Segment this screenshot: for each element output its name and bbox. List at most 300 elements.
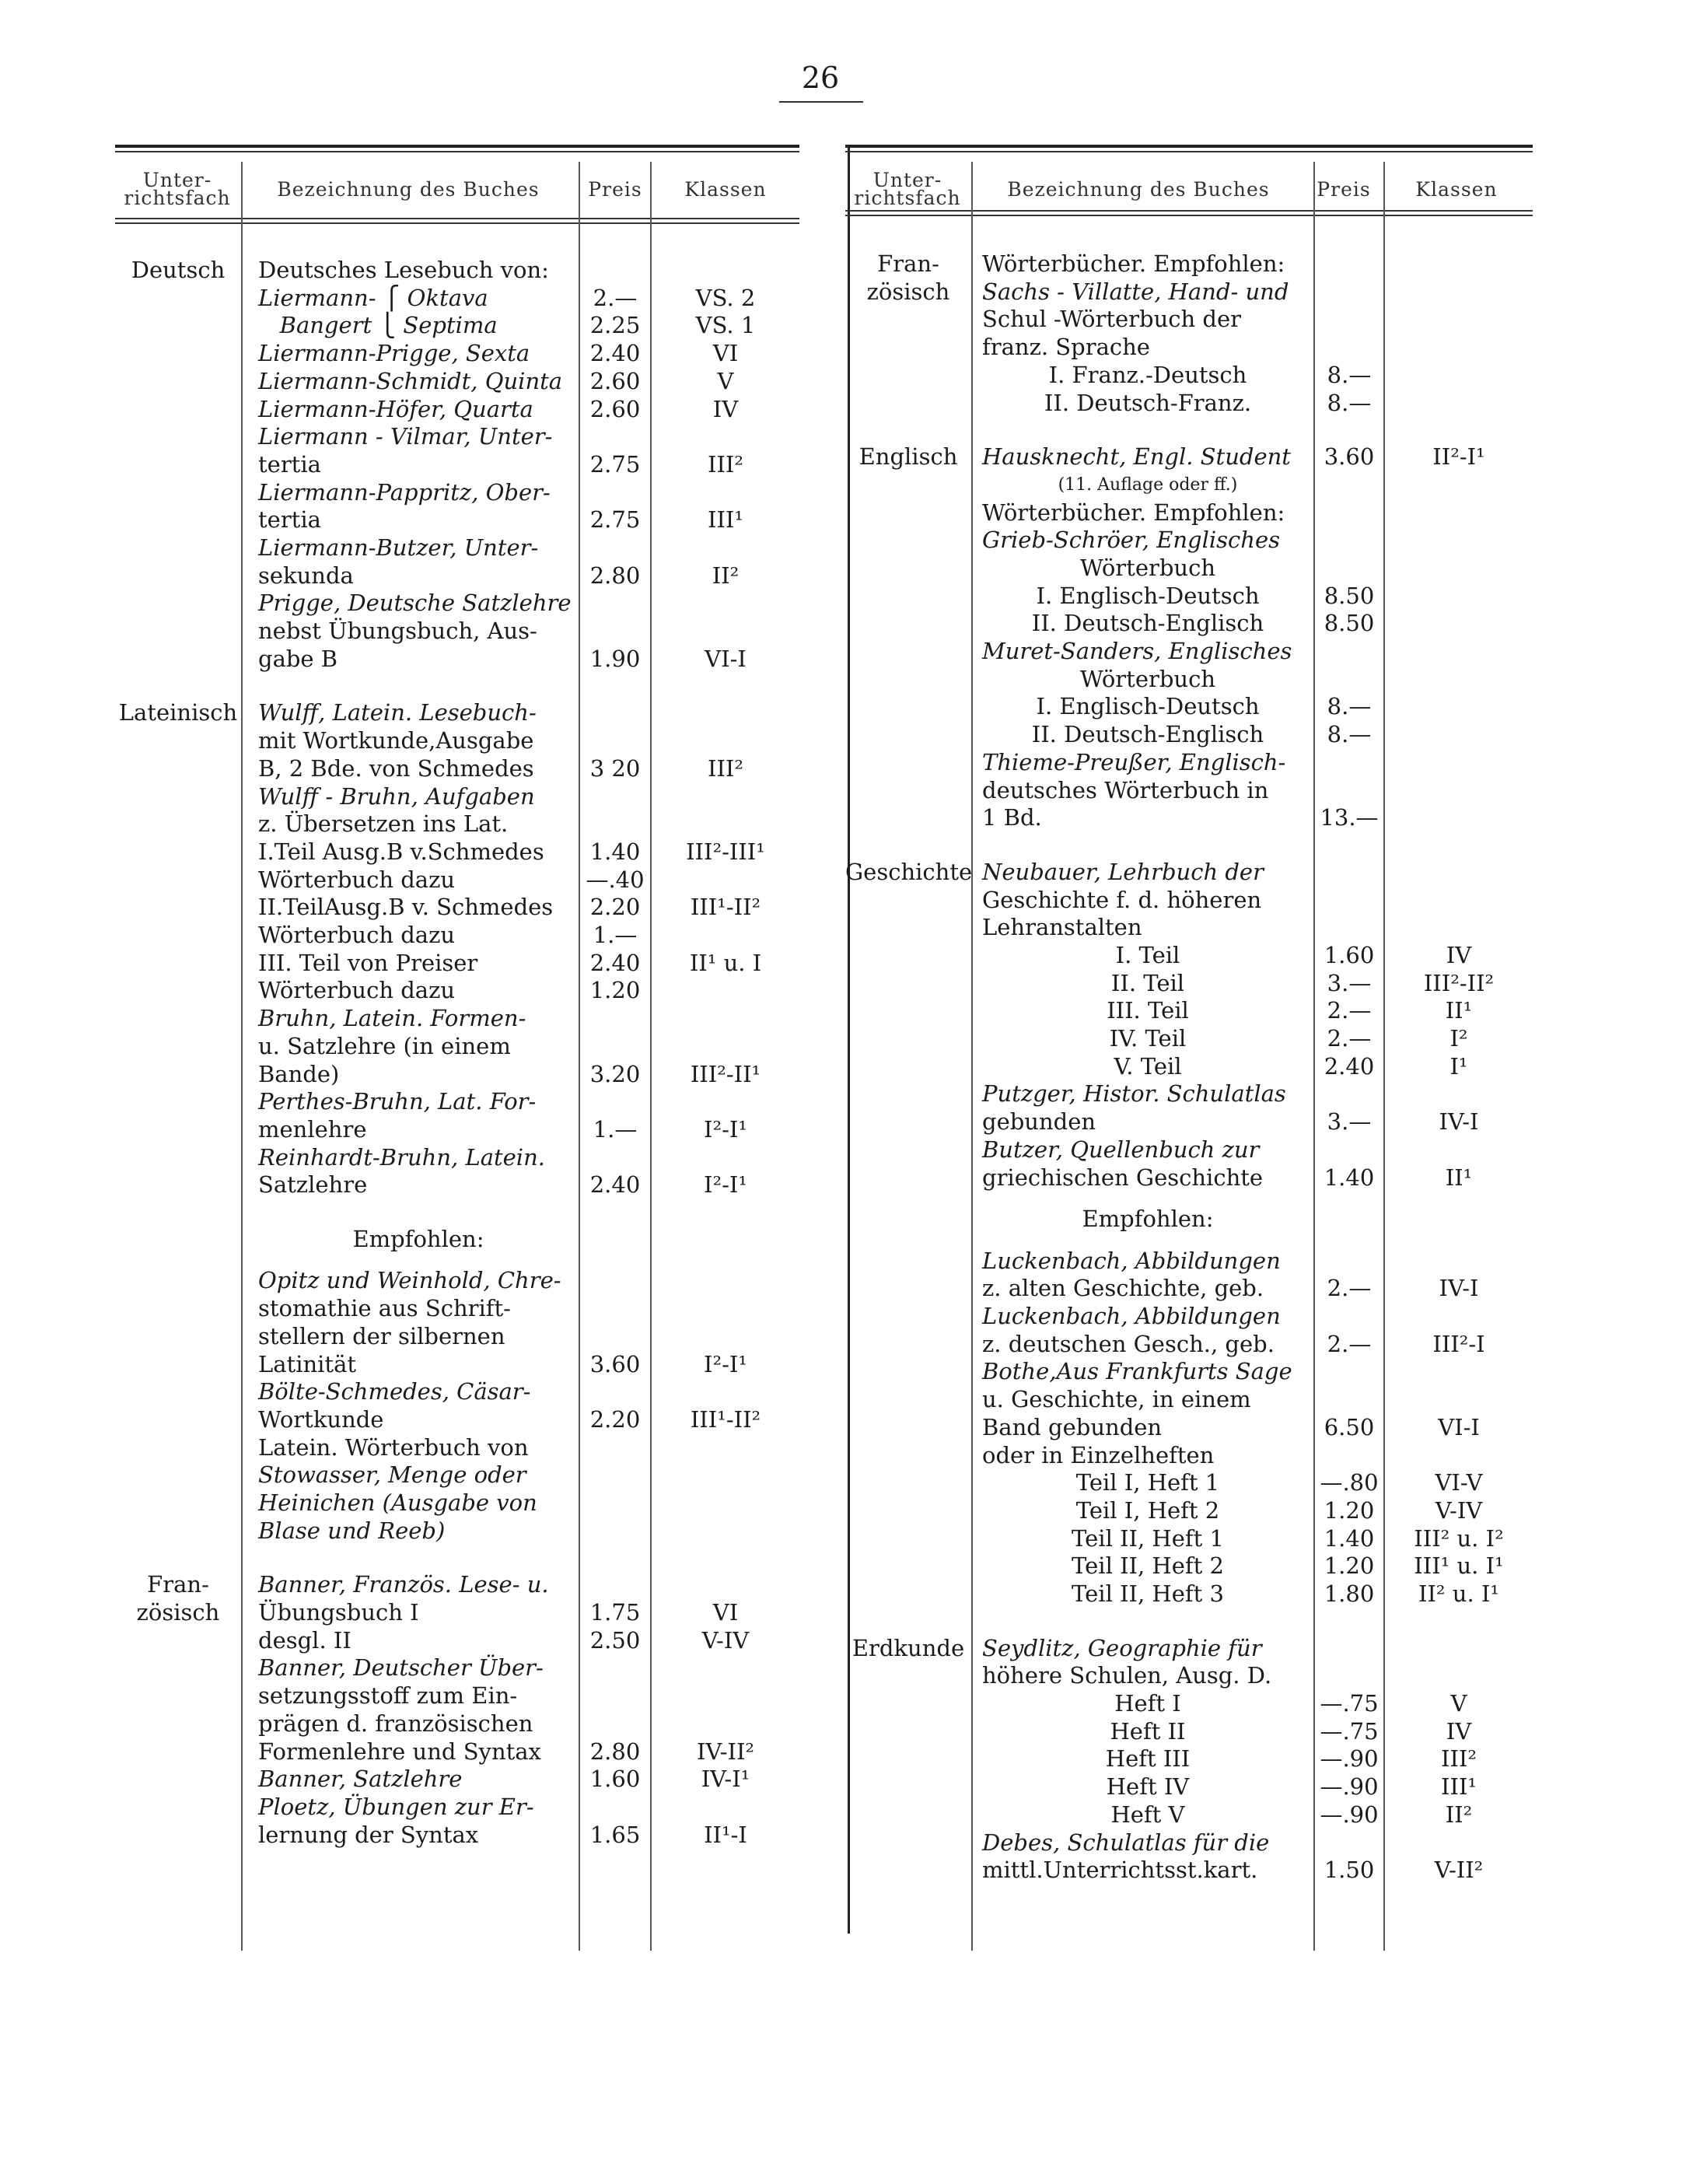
header-rule — [115, 218, 799, 219]
price-cell: 3.60 — [1324, 443, 1375, 471]
title-line: Latinität — [258, 1350, 357, 1377]
classes-cell: V — [1450, 1690, 1467, 1717]
title-line: I. Englisch-Deutsch — [1036, 693, 1260, 720]
price-cell: 3 20 — [589, 754, 641, 782]
price-cell: 8.— — [1327, 389, 1372, 416]
title-line: Empfohlen: — [352, 1225, 484, 1252]
classes-cell: VI — [712, 1599, 739, 1626]
title-line: nebst Übungsbuch, Aus- — [258, 618, 537, 645]
title-line: Luckenbach, Abbildungen — [982, 1247, 1281, 1274]
title-line: Neubauer, Lehrbuch der — [982, 858, 1264, 885]
title-line: mit Wortkunde,Ausgabe — [258, 727, 534, 754]
book-title-cell — [982, 1053, 1313, 1081]
classes-cell: V — [717, 367, 734, 394]
subject-cell: Erdkunde — [851, 1634, 965, 1661]
book-title-cell — [258, 894, 579, 922]
title-line: Liermann - Vilmar, Unter- — [258, 423, 553, 450]
price-cell: 3.60 — [589, 1350, 641, 1377]
title-line: lernung der Syntax — [258, 1821, 479, 1848]
classes-cell: I²-I¹ — [704, 1350, 747, 1377]
price-cell: —.90 — [1320, 1745, 1379, 1773]
title-line: II. Deutsch-Englisch — [1031, 610, 1264, 637]
title-line: Thieme-Preußer, Englisch- — [982, 748, 1286, 775]
book-title-cell — [982, 1206, 1313, 1234]
title-line: setzungsstoff zum Ein- — [258, 1682, 518, 1710]
book-title-cell — [258, 1654, 579, 1766]
classes-cell: II¹ u. I — [689, 949, 762, 976]
title-line: Luckenbach, Abbildungen — [982, 1303, 1281, 1330]
classes-cell: III¹ — [708, 506, 743, 534]
title-line: Sachs - Villatte, Hand- und — [982, 278, 1289, 305]
header-rule — [845, 210, 1533, 212]
price-cell: 1.40 — [1324, 1164, 1375, 1191]
header-subject: Unter- richtsfach — [854, 169, 961, 209]
subject-cell: Fran- zösisch — [136, 1571, 220, 1626]
book-title-cell — [982, 1829, 1313, 1885]
book-title-cell — [982, 1358, 1313, 1441]
title-line: Banner, Französ. Lese- u. — [258, 1571, 549, 1598]
title-line: Heft IV — [1106, 1773, 1190, 1801]
price-cell: 8.50 — [1324, 582, 1375, 609]
book-title-cell — [982, 1552, 1313, 1580]
book-title-cell — [258, 1088, 579, 1143]
title-line: Bangert ⎩ Septima — [258, 312, 498, 339]
book-title-cell — [982, 443, 1313, 471]
title-line: stomathie aus Schrift- — [258, 1295, 511, 1322]
book-title-cell — [982, 1718, 1313, 1746]
book-title-cell — [258, 1378, 579, 1433]
title-line: Wortkunde — [258, 1405, 384, 1433]
classes-cell: IV — [1446, 1717, 1472, 1745]
book-title-cell — [982, 1497, 1313, 1525]
title-line: Teil I, Heft 1 — [1075, 1469, 1220, 1496]
price-cell: 2.60 — [589, 395, 641, 422]
title-line: gabe B — [258, 645, 338, 672]
page-number: 26 — [801, 61, 840, 95]
book-title-cell — [258, 423, 579, 478]
col-line-3 — [650, 162, 652, 1951]
price-cell: —.80 — [1320, 1469, 1379, 1496]
price-cell: 2.60 — [589, 367, 641, 394]
title-line: Teil II, Heft 1 — [1072, 1524, 1224, 1552]
price-cell: 1.50 — [1324, 1857, 1375, 1884]
classes-cell: III² — [708, 754, 743, 782]
book-title-cell — [982, 749, 1313, 832]
title-line: deutsches Wörterbuch in — [982, 776, 1269, 803]
book-title-cell — [982, 610, 1313, 638]
price-cell: 2.— — [1327, 1330, 1372, 1357]
title-line: griechischen Geschichte — [982, 1164, 1264, 1191]
book-title-cell — [258, 699, 579, 782]
book-title-cell — [258, 950, 579, 978]
title-line: Formenlehre und Syntax — [258, 1738, 541, 1765]
book-title-cell — [258, 1766, 579, 1794]
classes-cell: V-IV — [1435, 1496, 1483, 1524]
top-rule-thin — [845, 151, 1533, 152]
classes-cell: VI-I — [1438, 1413, 1480, 1440]
title-line: II. Deutsch-Franz. — [1044, 389, 1252, 416]
title-line: Blase und Reeb) — [258, 1517, 446, 1544]
title-line: Wörterbücher. Empfohlen: — [982, 250, 1285, 277]
title-line: Wörterbuch dazu — [258, 977, 456, 1004]
title-line: Schul -Wörterbuch der — [982, 306, 1241, 333]
header-classes: Klassen — [684, 177, 767, 201]
book-title-cell — [982, 471, 1313, 499]
classes-cell: III¹-II² — [690, 1405, 761, 1433]
price-cell: 1.60 — [1324, 941, 1375, 968]
book-title-cell — [982, 970, 1313, 998]
col-line-1 — [241, 162, 243, 1951]
book-title-cell — [258, 1627, 579, 1655]
header-rule-double — [115, 222, 799, 224]
title-line: Liermann-Prigge, Sexta — [258, 340, 530, 367]
book-title-cell — [982, 1635, 1313, 1690]
classes-cell: I¹ — [1449, 1052, 1468, 1080]
title-line: Bruhn, Latein. Formen- — [258, 1005, 526, 1032]
header-title: Bezeichnung des Buches — [277, 177, 540, 201]
book-title-cell — [258, 1434, 579, 1545]
subject-cell: Lateinisch — [118, 699, 238, 726]
title-line: Muret-Sanders, Englisches — [982, 638, 1292, 664]
title-line: Grieb-Schröer, Englisches — [982, 527, 1281, 554]
title-line: Wörterbuch dazu — [258, 866, 456, 893]
title-line: Band gebunden — [982, 1413, 1163, 1440]
book-title-cell — [982, 1136, 1313, 1192]
title-line: Wulff - Bruhn, Aufgaben — [258, 782, 535, 810]
title-line: Satzlehre — [258, 1171, 368, 1199]
title-line: Übungsbuch I — [258, 1599, 419, 1626]
book-title-cell — [982, 362, 1313, 390]
title-line: u. Satzlehre (in einem — [258, 1032, 511, 1059]
classes-cell: III²-III¹ — [686, 838, 765, 865]
title-line: Empfohlen: — [1082, 1206, 1214, 1233]
classes-cell: II² — [712, 562, 740, 589]
title-line: Liermann-Schmidt, Quinta — [258, 367, 563, 394]
book-title-cell — [982, 1745, 1313, 1773]
price-cell: 1.— — [593, 922, 638, 948]
price-cell: 2.40 — [589, 340, 641, 367]
price-cell: 1.65 — [589, 1821, 641, 1848]
classes-cell: III²-II¹ — [690, 1060, 761, 1087]
title-line: Hausknecht, Engl. Student — [982, 443, 1291, 471]
right-table — [845, 145, 1533, 1949]
classes-cell: IV-I — [1439, 1108, 1479, 1136]
price-cell: 1.40 — [1324, 1524, 1375, 1552]
title-line: desgl. II — [258, 1626, 351, 1654]
title-line: Ploetz, Übungen zur Er- — [258, 1793, 534, 1820]
price-cell: —.90 — [1320, 1801, 1379, 1828]
top-rule-thin — [115, 151, 799, 152]
title-line: 1 Bd. — [982, 804, 1042, 831]
book-title-cell — [982, 1442, 1313, 1470]
price-cell: 1.40 — [589, 838, 641, 865]
title-line: Lehranstalten — [982, 914, 1142, 941]
classes-cell: II¹ — [1445, 997, 1473, 1024]
classes-cell: III²-I — [1432, 1330, 1485, 1357]
title-line: III. Teil von Preiser — [258, 949, 478, 976]
title-line: Wörterbuch dazu — [258, 922, 456, 948]
price-cell: —.40 — [586, 866, 645, 893]
book-title-cell — [258, 783, 579, 838]
price-cell: 1.80 — [1324, 1580, 1375, 1608]
book-title-cell — [258, 1571, 579, 1626]
price-cell: 1.20 — [1324, 1496, 1375, 1524]
title-line: II.TeilAusg.B v. Schmedes — [258, 894, 554, 921]
title-line: Banner, Deutscher Über- — [258, 1654, 544, 1682]
book-title-cell — [982, 250, 1313, 362]
price-cell: 2.40 — [589, 949, 641, 976]
classes-cell: IV-I¹ — [701, 1766, 750, 1793]
price-cell: 2.— — [1327, 1025, 1372, 1052]
title-line: z. alten Geschichte, geb. — [982, 1275, 1264, 1302]
title-line: Putzger, Histor. Schulatlas — [982, 1080, 1286, 1108]
title-line: Wulff, Latein. Lesebuch- — [258, 699, 537, 726]
title-line: Perthes-Bruhn, Lat. For- — [258, 1088, 537, 1115]
price-cell: 13.— — [1320, 804, 1379, 831]
table-header — [115, 162, 799, 216]
price-cell: 3.20 — [589, 1060, 641, 1087]
book-title-cell — [982, 638, 1313, 693]
title-line: sekunda — [258, 562, 354, 589]
book-title-cell — [258, 977, 579, 1005]
title-line: B, 2 Bde. von Schmedes — [258, 754, 534, 782]
title-line: mittl.Unterrichtsst.kart. — [982, 1857, 1258, 1884]
subject-cell: Fran- zösisch — [866, 250, 950, 305]
price-cell: 1.90 — [589, 645, 641, 672]
classes-cell: V-II² — [1434, 1857, 1484, 1884]
header-price: Preis — [588, 177, 642, 201]
book-title-cell — [982, 693, 1313, 721]
book-title-cell — [258, 340, 579, 368]
book-title-cell — [258, 922, 579, 950]
classes-cell: VI — [712, 340, 739, 367]
price-cell: 2.80 — [589, 1738, 641, 1765]
book-title-cell — [258, 590, 579, 673]
price-cell: 2.20 — [589, 894, 641, 921]
price-cell: 2.— — [1327, 1275, 1372, 1302]
title-line: II. Deutsch-Englisch — [1031, 721, 1264, 748]
classes-cell: III² — [1441, 1745, 1477, 1773]
price-cell: 1.60 — [589, 1766, 641, 1793]
book-title-cell — [258, 312, 579, 340]
title-line: Liermann-Butzer, Unter- — [258, 534, 539, 561]
header-price: Preis — [1317, 177, 1371, 201]
price-cell: 2.— — [593, 284, 638, 311]
book-title-cell — [258, 1267, 579, 1378]
book-title-cell — [982, 583, 1313, 611]
book-title-cell — [258, 257, 579, 285]
classes-cell: VS. 1 — [695, 312, 756, 339]
title-line: Geschichte f. d. höheren — [982, 886, 1262, 913]
book-title-cell — [982, 1801, 1313, 1829]
top-rule — [845, 145, 1533, 148]
book-title-cell — [258, 1226, 579, 1254]
title-line: z. deutschen Gesch., geb. — [982, 1330, 1275, 1357]
title-line: Bande) — [258, 1060, 340, 1087]
title-line: III. Teil — [1107, 997, 1189, 1024]
price-cell: 8.50 — [1324, 610, 1375, 637]
book-title-cell — [982, 1469, 1313, 1497]
price-cell: 3.— — [1327, 969, 1372, 996]
title-line: V. Teil — [1114, 1052, 1182, 1080]
classes-cell: II² — [1445, 1801, 1473, 1828]
price-cell: 3.— — [1327, 1108, 1372, 1136]
title-line: prägen d. französischen — [258, 1710, 533, 1737]
price-cell: 2.20 — [589, 1405, 641, 1433]
subject-cell: Deutsch — [131, 257, 226, 283]
title-line: Deutsches Lesebuch von: — [258, 257, 549, 283]
price-cell: 2.50 — [589, 1626, 641, 1654]
title-line: Heft I — [1114, 1690, 1181, 1717]
classes-cell: IV-I — [1439, 1275, 1479, 1302]
book-title-cell — [258, 534, 579, 590]
book-title-cell — [982, 1690, 1313, 1718]
classes-cell: VI-I — [705, 645, 747, 672]
title-line: Wörterbücher. Empfohlen: — [982, 499, 1285, 526]
book-title-cell — [982, 1525, 1313, 1553]
table-header — [845, 162, 1533, 216]
classes-cell: I² — [1449, 1025, 1468, 1052]
title-line: Opitz und Weinhold, Chre- — [258, 1267, 561, 1294]
title-line: Heft III — [1105, 1745, 1191, 1773]
title-line: Seydlitz, Geographie für — [982, 1634, 1262, 1661]
col-line-1 — [971, 162, 973, 1951]
col-line-2 — [579, 162, 580, 1951]
price-cell: 1.75 — [589, 1599, 641, 1626]
book-title-cell — [258, 1144, 579, 1199]
title-line: franz. Sprache — [982, 334, 1150, 361]
price-cell: 1.20 — [1324, 1552, 1375, 1580]
classes-cell: II¹-I — [704, 1821, 747, 1848]
top-rule — [115, 145, 799, 148]
book-title-cell — [982, 1025, 1313, 1053]
title-line: I. Englisch-Deutsch — [1036, 582, 1260, 609]
price-cell: 6.50 — [1324, 1413, 1375, 1440]
header-title: Bezeichnung des Buches — [1007, 177, 1270, 201]
title-line: Latein. Wörterbuch von — [258, 1433, 529, 1461]
header-subject: Unter- richtsfach — [124, 169, 231, 209]
title-line: Liermann- ⎧ Oktava — [258, 284, 488, 311]
title-line: I. Franz.-Deutsch — [1048, 361, 1247, 388]
price-cell: 2.75 — [589, 506, 641, 534]
title-line: gebunden — [982, 1108, 1096, 1136]
classes-cell: III² — [708, 450, 743, 478]
title-line: höhere Schulen, Ausg. D. — [982, 1662, 1272, 1689]
title-line: Liermann-Höfer, Quarta — [258, 395, 533, 422]
price-cell: —.90 — [1320, 1773, 1379, 1801]
subject-cell: Englisch — [858, 443, 958, 471]
book-title-cell — [258, 396, 579, 424]
title-line: Heinichen (Ausgabe von — [258, 1489, 537, 1517]
title-line: Teil II, Heft 2 — [1072, 1552, 1224, 1580]
price-cell: 8.— — [1327, 721, 1372, 748]
header-rule-double — [845, 215, 1533, 216]
price-cell: 8.— — [1327, 361, 1372, 388]
title-line: tertia — [258, 506, 321, 534]
book-title-cell — [982, 1773, 1313, 1801]
title-line: z. Übersetzen ins Lat. — [258, 810, 509, 838]
book-title-cell — [982, 1580, 1313, 1608]
book-title-cell — [982, 859, 1313, 942]
title-line: oder in Einzelheften — [982, 1441, 1215, 1468]
price-cell: 2.40 — [1324, 1052, 1375, 1080]
classes-cell: IV-II² — [696, 1738, 755, 1765]
classes-cell: III¹-II² — [690, 894, 761, 921]
classes-cell: V-IV — [701, 1626, 750, 1654]
classes-cell: III¹ — [1441, 1773, 1477, 1801]
title-line: Bothe,Aus Frankfurts Sage — [982, 1358, 1292, 1385]
title-line: II. Teil — [1110, 969, 1185, 996]
classes-cell: IV — [712, 395, 739, 422]
classes-cell: II¹ — [1445, 1164, 1473, 1191]
subject-cell: Geschichte — [845, 858, 973, 885]
classes-cell: I²-I¹ — [704, 1115, 747, 1143]
price-cell: 1.— — [593, 1115, 638, 1143]
title-line: Prigge, Deutsche Satzlehre — [258, 590, 572, 617]
title-line: I.Teil Ausg.B v.Schmedes — [258, 838, 544, 865]
title-line: I. Teil — [1115, 941, 1180, 968]
classes-cell: II²-I¹ — [1432, 443, 1485, 471]
book-title-cell — [982, 1248, 1313, 1303]
title-line: Reinhardt-Bruhn, Latein. — [258, 1143, 545, 1171]
book-title-cell — [982, 1303, 1313, 1358]
price-cell: —.75 — [1320, 1690, 1379, 1717]
price-cell: 1.20 — [589, 977, 641, 1004]
book-title-cell — [982, 1080, 1313, 1136]
price-cell: 2.40 — [589, 1171, 641, 1199]
classes-cell: VI-V — [1435, 1469, 1483, 1496]
book-title-cell — [258, 838, 579, 866]
price-cell: 2.75 — [589, 450, 641, 478]
classes-cell: III¹ u. I¹ — [1414, 1552, 1504, 1580]
book-title-cell — [258, 479, 579, 534]
title-line: Butzer, Quellenbuch zur — [982, 1136, 1260, 1163]
page-number-underline — [779, 101, 863, 103]
price-cell: 8.— — [1327, 693, 1372, 720]
price-cell: 2.— — [1327, 997, 1372, 1024]
title-line: tertia — [258, 450, 321, 478]
title-line: Teil I, Heft 2 — [1075, 1496, 1220, 1524]
classes-cell: II² u. I¹ — [1418, 1580, 1499, 1608]
left-table — [115, 145, 799, 1949]
book-title-cell — [982, 390, 1313, 418]
classes-cell: IV — [1446, 941, 1472, 968]
title-line: Teil II, Heft 3 — [1072, 1580, 1224, 1608]
classes-cell: I²-I¹ — [704, 1171, 747, 1199]
title-line: Debes, Schulatlas für die — [982, 1829, 1270, 1856]
price-cell: —.75 — [1320, 1717, 1379, 1745]
title-line: stellern der silbernen — [258, 1322, 505, 1349]
book-title-cell — [982, 942, 1313, 970]
title-line: Heft V — [1110, 1801, 1185, 1828]
classes-cell: III²-II² — [1423, 969, 1495, 996]
price-cell: 2.80 — [589, 562, 641, 589]
title-line: Liermann-Pappritz, Ober- — [258, 478, 551, 506]
title-line: IV. Teil — [1109, 1025, 1187, 1052]
title-line: Banner, Satzlehre — [258, 1766, 463, 1793]
title-line: Wörterbuch — [1080, 554, 1215, 581]
header-classes: Klassen — [1415, 177, 1498, 201]
title-line: (11. Auflage oder ff.) — [1058, 474, 1238, 495]
book-title-cell — [258, 1794, 579, 1849]
title-line: Stowasser, Menge oder — [258, 1461, 526, 1489]
classes-cell: VS. 2 — [695, 284, 756, 311]
title-line: Wörterbuch — [1080, 665, 1215, 692]
book-title-cell — [258, 285, 579, 313]
classes-cell: III² u. I² — [1414, 1524, 1504, 1552]
price-cell: 2.25 — [589, 312, 641, 339]
title-line: Heft II — [1110, 1717, 1186, 1745]
